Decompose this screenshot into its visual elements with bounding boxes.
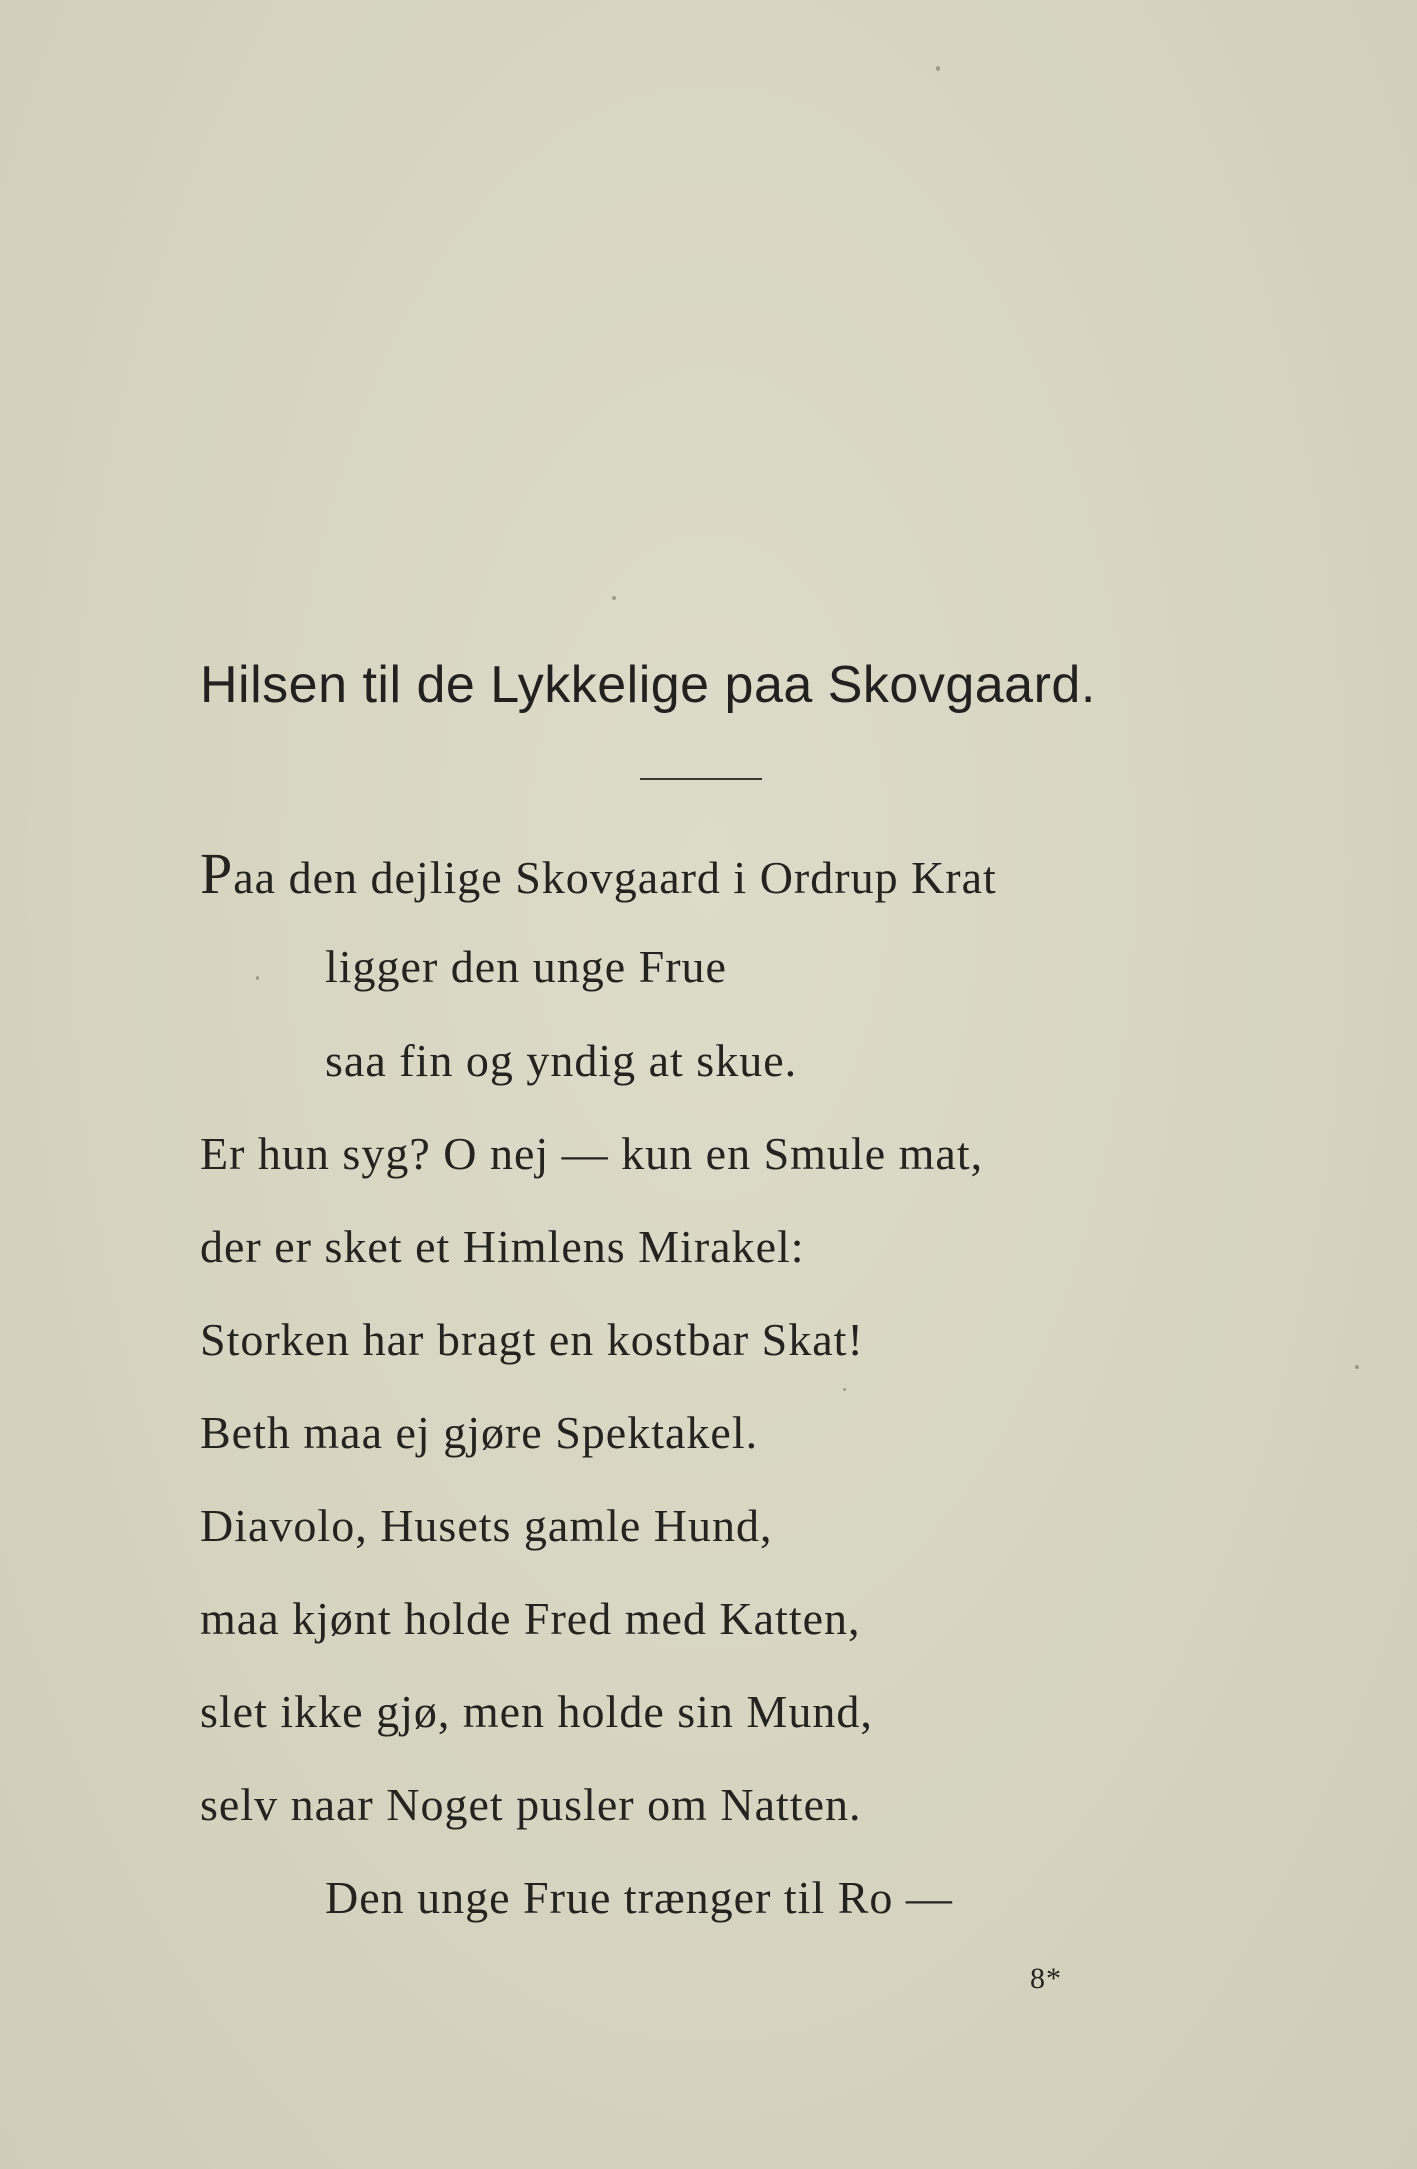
paper-speck xyxy=(1355,1365,1359,1369)
poem-line-12: Den unge Frue trænger til Ro — xyxy=(325,1872,953,1923)
poem-line-10: slet ikke gjø, men holde sin Mund, xyxy=(200,1686,873,1737)
poem-line-11: selv naar Noget pusler om Natten. xyxy=(200,1779,862,1830)
poem-line-9: maa kjønt holde Fred med Katten, xyxy=(200,1593,861,1644)
poem-line-4: Er hun syg? O nej — kun en Smule mat, xyxy=(200,1128,984,1179)
paper-speck xyxy=(936,66,940,71)
title-divider xyxy=(640,778,762,780)
paper-speck xyxy=(612,596,616,600)
poem-title: Hilsen til de Lykkelige paa Skovgaard. xyxy=(200,656,1096,714)
poem-line-2: ligger den unge Frue xyxy=(325,941,727,992)
page-number: 8* xyxy=(1030,1962,1062,1995)
paper-speck xyxy=(256,976,259,980)
poem-line-8: Diavolo, Husets gamle Hund, xyxy=(200,1500,773,1551)
poem-line-6: Storken har bragt en kostbar Skat! xyxy=(200,1314,864,1365)
paper-speck xyxy=(843,1388,846,1391)
poem-line-5: der er sket et Himlens Mirakel: xyxy=(200,1221,805,1272)
poem-line-3: saa fin og yndig at skue. xyxy=(325,1035,798,1086)
poem-line-1 xyxy=(200,841,997,906)
drop-cap: P xyxy=(200,841,234,906)
poem-line-7: Beth maa ej gjøre Spektakel. xyxy=(200,1407,759,1458)
poem-line-1-text: aa den dejlige Skovgaard i Ordrup Krat xyxy=(233,852,997,903)
